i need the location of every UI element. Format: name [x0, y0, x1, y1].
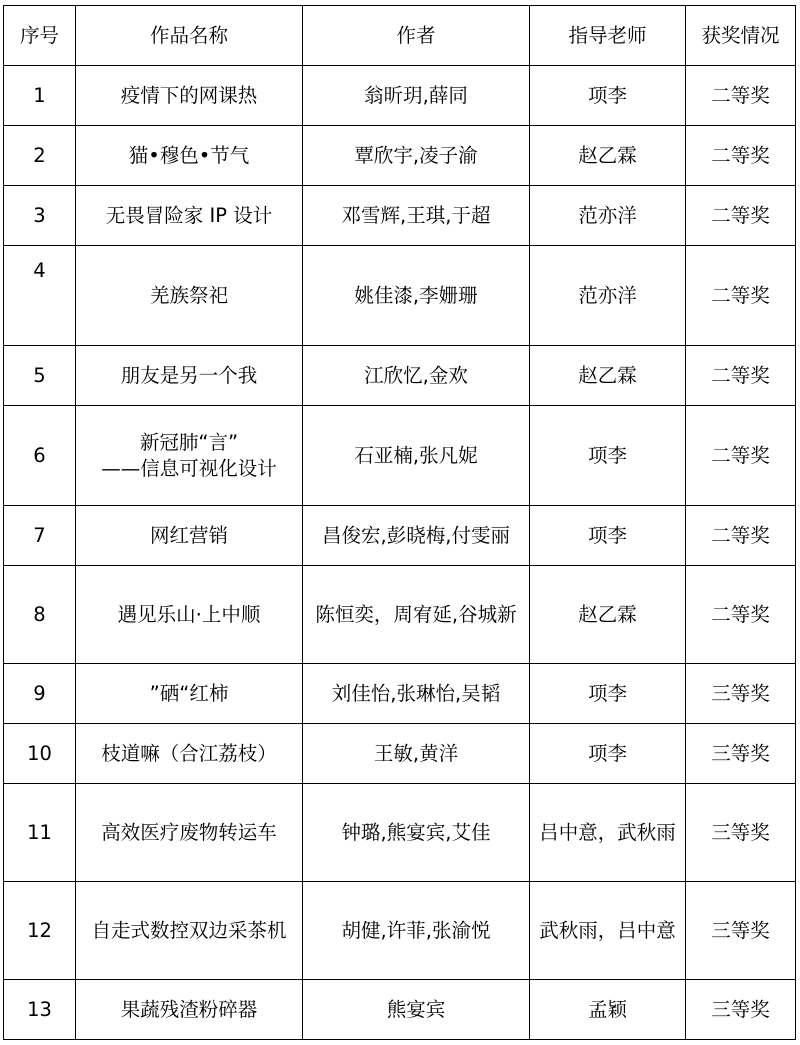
row-number: 1 [4, 66, 76, 126]
table-row [4, 882, 796, 980]
row-authors: 胡健,许菲,张渝悦 [303, 882, 530, 980]
row-number: 2 [4, 126, 76, 186]
row-award: 三等奖 [686, 882, 796, 980]
row-advisor: 范亦洋 [530, 186, 686, 246]
row-award: 三等奖 [686, 724, 796, 784]
row-number: 10 [4, 724, 76, 784]
table-row [4, 506, 796, 566]
row-award: 二等奖 [686, 506, 796, 566]
awards-table [3, 5, 796, 1040]
row-authors: 姚佳漆,李姗珊 [303, 246, 530, 346]
table-row [4, 980, 796, 1040]
row-award: 二等奖 [686, 406, 796, 506]
table-row [4, 126, 796, 186]
row-award: 二等奖 [686, 126, 796, 186]
row-title: 果蔬残渣粉碎器 [76, 980, 303, 1040]
row-award: 三等奖 [686, 784, 796, 882]
header-advisor: 指导老师 [530, 6, 686, 66]
row-title: 枝道嘛（合江荔枝） [76, 724, 303, 784]
row-title: 新冠肺“言” [139, 430, 239, 454]
row-award: 二等奖 [686, 186, 796, 246]
row-title: 网红营销 [76, 506, 303, 566]
row-award: 二等奖 [686, 566, 796, 664]
table-row [4, 406, 796, 506]
row-award: 三等奖 [686, 980, 796, 1040]
row-award: 二等奖 [686, 246, 796, 346]
row-award: 二等奖 [686, 66, 796, 126]
table-row [4, 186, 796, 246]
row-number: 6 [4, 406, 76, 506]
row-advisor: 项李 [530, 724, 686, 784]
row-number: 13 [4, 980, 76, 1040]
row-award: 二等奖 [686, 346, 796, 406]
row-advisor: 项李 [530, 66, 686, 126]
row-authors: 石亚楠,张凡妮 [303, 406, 530, 506]
row-title: 朋友是另一个我 [76, 346, 303, 406]
table-row [4, 66, 796, 126]
row-number: 4 [4, 246, 76, 346]
row-advisor: 赵乙霖 [530, 346, 686, 406]
table-row [4, 724, 796, 784]
row-number: 8 [4, 566, 76, 664]
row-authors: 翁昕玥,薛同 [303, 66, 530, 126]
table-row [4, 784, 796, 882]
row-number: 3 [4, 186, 76, 246]
row-advisor: 孟颖 [530, 980, 686, 1040]
row-title: 疫情下的网课热 [76, 66, 303, 126]
row-advisor: 项李 [530, 664, 686, 724]
table-row [4, 246, 796, 346]
row-number: 11 [4, 784, 76, 882]
row-title: 自走式数控双边采茶机 [76, 882, 303, 980]
row-authors: 邓雪辉,王琪,于超 [303, 186, 530, 246]
row-advisor: 武秋雨，吕中意 [530, 882, 686, 980]
table-row [4, 566, 796, 664]
table-row [4, 664, 796, 724]
row-advisor: 项李 [530, 506, 686, 566]
row-authors: 钟璐,熊宴宾,艾佳 [303, 784, 530, 882]
header-title: 作品名称 [76, 6, 303, 66]
row-title: 遇见乐山·上中顺 [76, 566, 303, 664]
header-number: 序号 [4, 6, 76, 66]
row-advisor: 范亦洋 [530, 246, 686, 346]
header-row [4, 6, 796, 66]
row-authors: 江欣忆,金欢 [303, 346, 530, 406]
header-authors: 作者 [303, 6, 530, 66]
row-authors: 陈恒奕，周宥延,谷城新 [303, 566, 530, 664]
row-number: 7 [4, 506, 76, 566]
row-title: ”硒“红柿 [76, 664, 303, 724]
row-title-cell [76, 406, 303, 506]
row-number: 12 [4, 882, 76, 980]
header-award: 获奖情况 [686, 6, 796, 66]
row-authors: 覃欣宇,凌子渝 [303, 126, 530, 186]
row-number: 9 [4, 664, 76, 724]
row-title: 猫•穆色•节气 [76, 126, 303, 186]
row-advisor: 赵乙霖 [530, 566, 686, 664]
row-title: 无畏冒险家 IP 设计 [76, 186, 303, 246]
row-number: 5 [4, 346, 76, 406]
table-row [4, 346, 796, 406]
row-authors: 熊宴宾 [303, 980, 530, 1040]
row-title: 高效医疗废物转运车 [76, 784, 303, 882]
row-authors: 王敏,黄洋 [303, 724, 530, 784]
row-title: 羌族祭祀 [76, 246, 303, 346]
row-advisor: 吕中意，武秋雨 [530, 784, 686, 882]
row-advisor: 赵乙霖 [530, 126, 686, 186]
row-advisor: 项李 [530, 406, 686, 506]
row-award: 三等奖 [686, 664, 796, 724]
row-authors: 昌俊宏,彭晓梅,付雯丽 [303, 506, 530, 566]
row-authors: 刘佳怡,张琳怡,吴韬 [303, 664, 530, 724]
row-title-subtitle: ——信息可视化设计 [101, 456, 277, 480]
